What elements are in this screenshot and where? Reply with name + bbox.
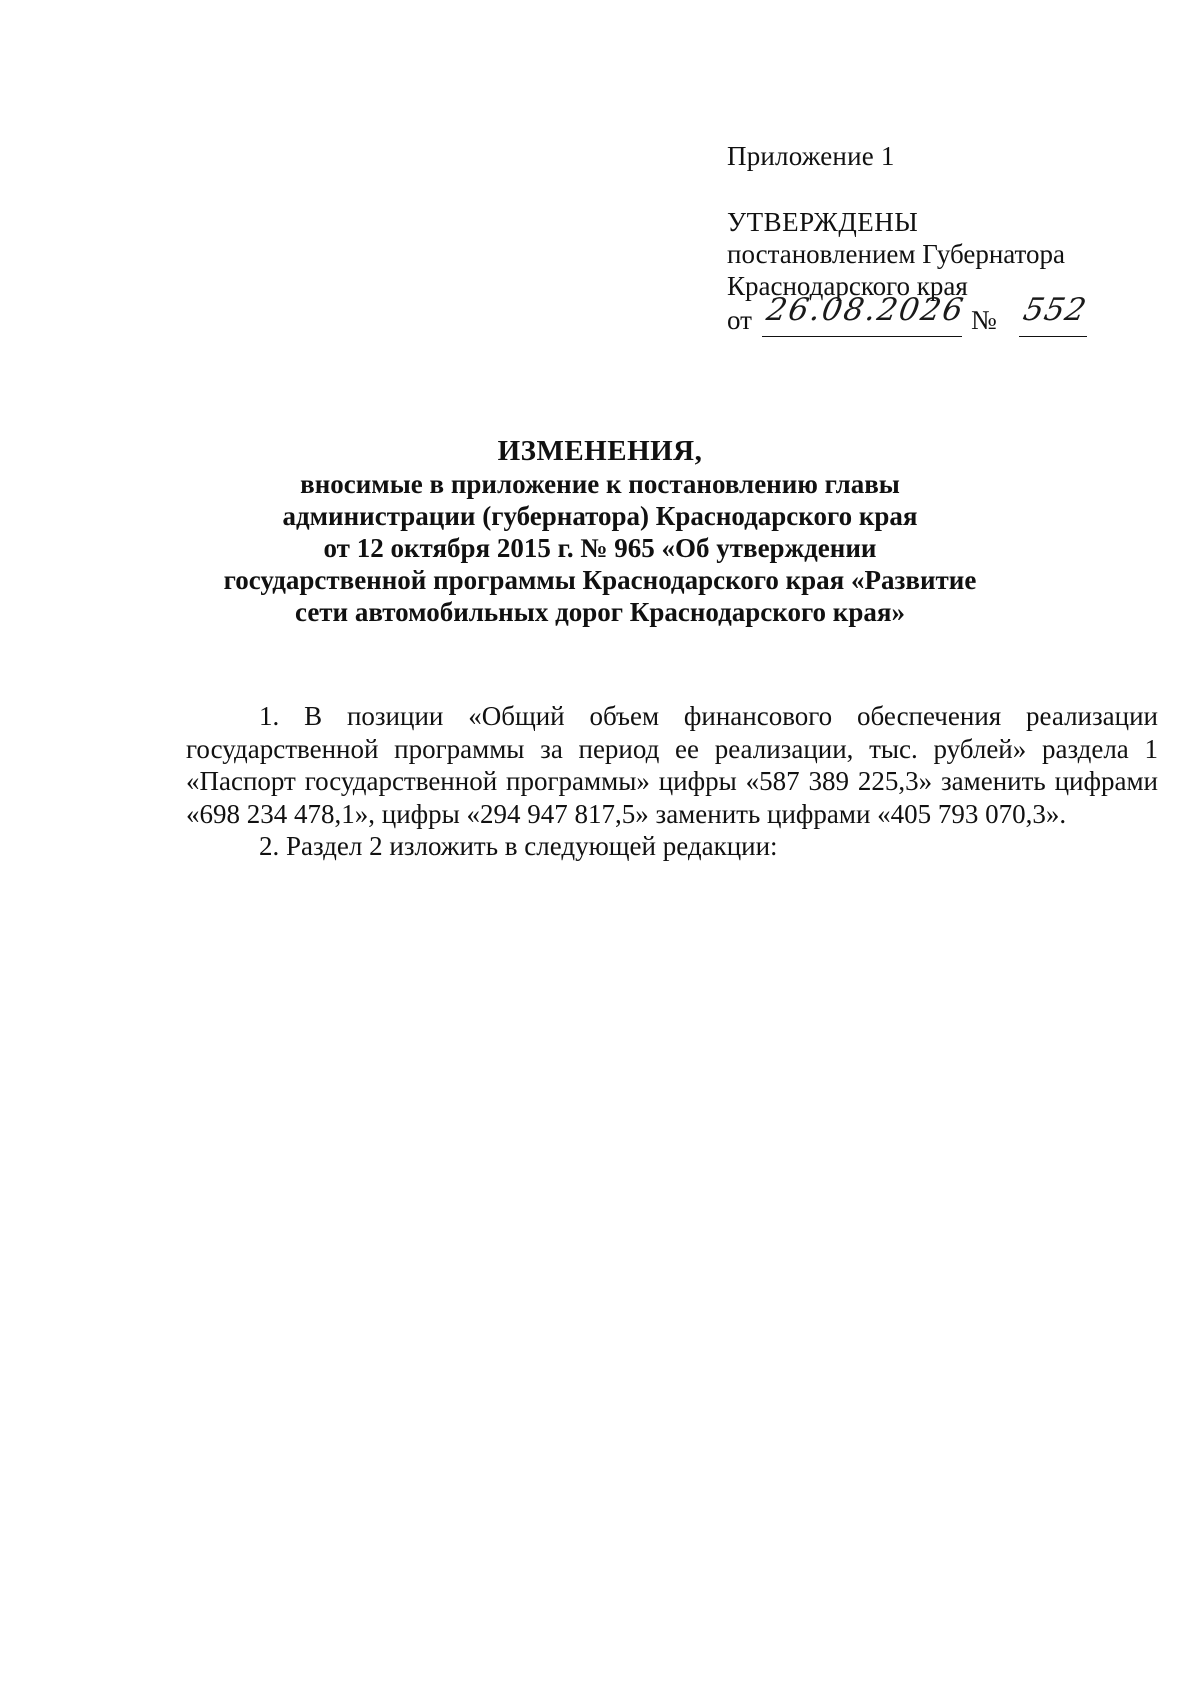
number-sign: № bbox=[971, 305, 997, 335]
heading-line-1: вносимые в приложение к постановлению главы bbox=[300, 469, 900, 499]
date-prefix: от bbox=[727, 305, 752, 335]
paragraph-2: 2. Раздел 2 изложить в следующей редакции: bbox=[259, 831, 778, 861]
appendix-label: Приложение 1 bbox=[727, 141, 895, 171]
document-body bbox=[186, 700, 1158, 863]
approval-region-line: Краснодарского края bbox=[727, 271, 968, 301]
approval-authority-line: постановлением Губернатора bbox=[727, 239, 1065, 269]
heading-line-2: администрации (губернатора) Краснодарского края bbox=[282, 501, 918, 531]
paragraph-1: 1. В позиции «Общий объем финансового обеспечения реализации государственной программы за период ее реализации, тыс. рублей» раздела 1 «Паспорт государственной программы» цифры «587 389 225,3» заменить цифрами «698 234 478,1», цифры «294 947 817,5» заменить цифрами «405 793 070,3». bbox=[186, 701, 1158, 829]
date-number-line bbox=[727, 292, 1147, 342]
heading-line-4: государственной программы Краснодарского края «Развитие bbox=[223, 565, 977, 595]
approved-title: УТВЕРЖДЕНЫ bbox=[727, 207, 919, 237]
handwritten-date: 26.08.2026 bbox=[763, 292, 968, 328]
heading-title: ИЗМЕНЕНИЯ, bbox=[497, 435, 703, 467]
heading-line-3: от 12 октября 2015 г. № 965 «Об утверждении bbox=[323, 533, 877, 563]
document-heading bbox=[180, 435, 1020, 628]
handwritten-number: 552 bbox=[1020, 292, 1090, 328]
heading-line-5: сети автомобильных дорог Краснодарского края» bbox=[295, 597, 905, 627]
approval-block bbox=[727, 140, 1147, 342]
